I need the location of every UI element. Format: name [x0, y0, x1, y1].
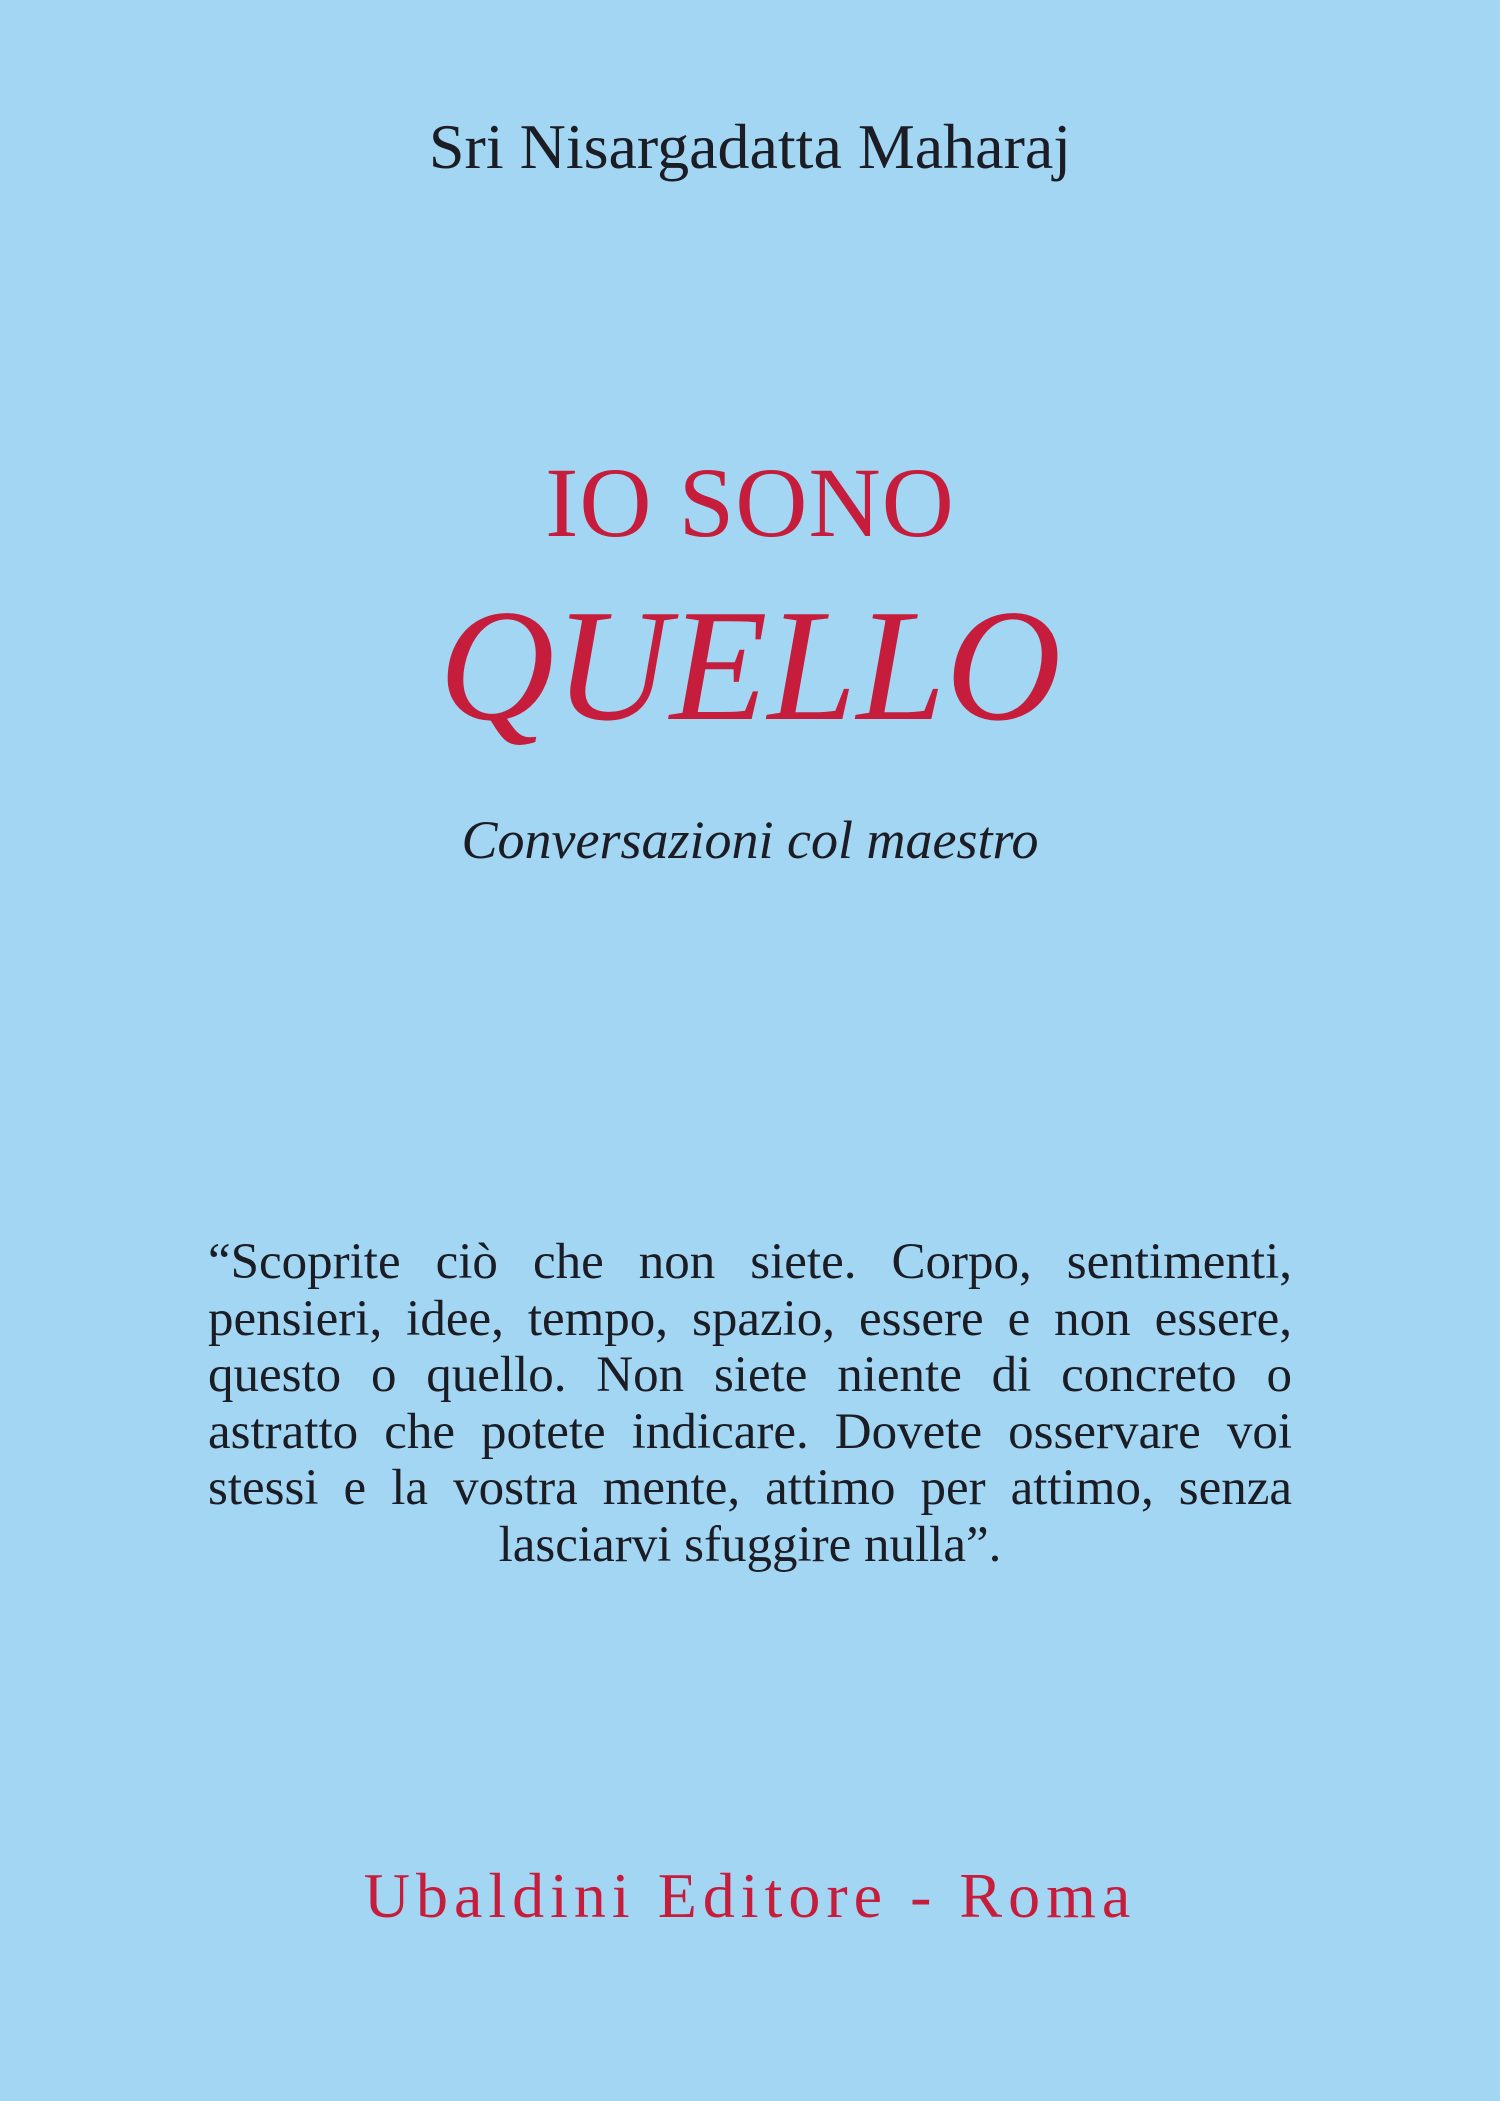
author-name: Sri Nisargadatta Maharaj — [428, 111, 1072, 182]
title-line-1: IO SONO — [545, 447, 955, 558]
title-line-2: QUELLO — [438, 576, 1062, 754]
quote-line: astratto che potete indicare. Dovete osservare voi — [208, 1403, 1292, 1460]
quote-line: lasciarvi sfuggire nulla”. — [498, 1516, 1002, 1573]
quote-line: stessi e la vostra mente, attimo per attimo, senza — [208, 1460, 1292, 1516]
quote-block — [208, 1234, 1292, 1573]
quote-line: “Scoprite ciò che non siete. Corpo, sentimenti, — [208, 1234, 1292, 1290]
quote-line: questo o quello. Non siete niente di concreto o — [208, 1347, 1292, 1403]
subtitle: Conversazioni col maestro — [461, 810, 1039, 870]
quote-line: pensieri, idee, tempo, spazio, essere e non essere, — [208, 1290, 1292, 1347]
publisher-imprint: Ubaldini Editore - Roma — [363, 1860, 1137, 1931]
